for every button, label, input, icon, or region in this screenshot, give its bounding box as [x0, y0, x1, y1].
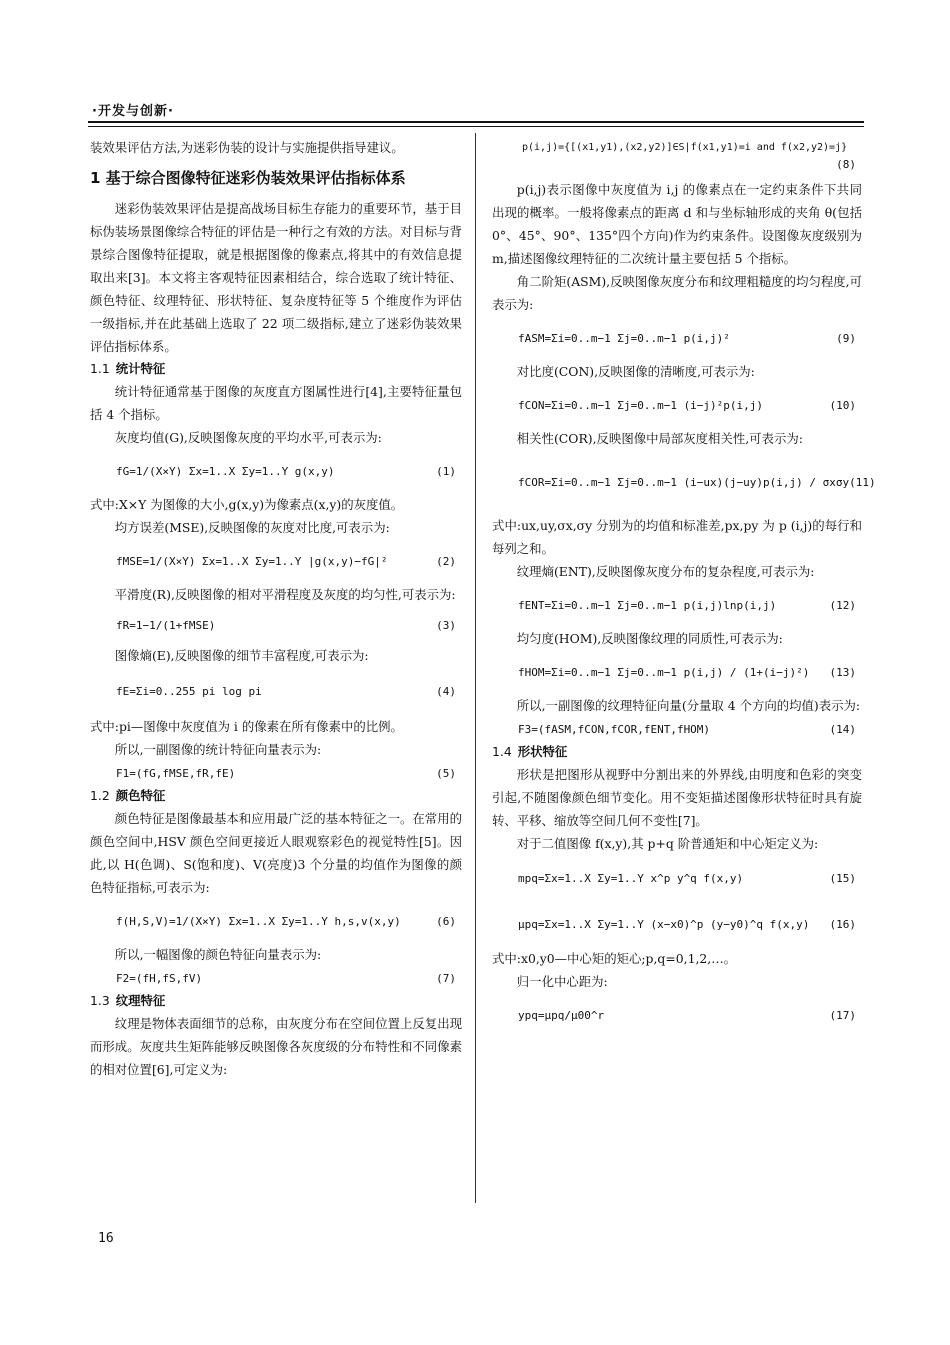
equation: fHOM=Σi=0..m−1 Σj=0..m−1 p(i,j) / (1+(i−j)²) (13): [518, 665, 856, 679]
subsection-heading: 1.3 纹理特征: [90, 993, 166, 1008]
paragraph: 平滑度(R),反映图像的相对平滑程度及灰度的均匀性,可表示为:: [114, 587, 456, 602]
paragraph: 对于二值图像 f(x,y),其 p+q 阶普通矩和中心矩定义为:: [516, 836, 819, 851]
header-rule-thin: [88, 126, 864, 127]
paragraph: 所以,一副图像的纹理特征向量(分量取 4 个方向的均值)表示为:: [516, 698, 861, 713]
header-rule-thick: [88, 121, 864, 123]
paragraph: 纹理是物体表面细节的总称，由灰度分布在空间位置上反复出现而形成。灰度共生矩阵能够反映图像各灰度级的分布特性和不同像素的相对位置[6],可定义为:: [90, 1016, 462, 1077]
paragraph: 归一化中心距为:: [516, 974, 608, 989]
equation: ypq=μpq/μ00^r (17): [518, 1008, 856, 1022]
equation: fCON=Σi=0..m−1 Σj=0..m−1 (i−j)²p(i,j) (10): [518, 398, 856, 412]
paragraph: 式中:x0,y0—中心矩的矩心;p,q=0,1,2,…。: [492, 951, 736, 966]
paragraph: 对比度(CON),反映图像的清晰度,可表示为:: [516, 364, 755, 379]
paragraph: 式中:ux,uy,σx,σy 分别为的均值和标准差,px,py 为 p (i,j)的每行和每列之和。: [492, 518, 862, 556]
equation: fASM=Σi=0..m−1 Σj=0..m−1 p(i,j)² (9): [518, 331, 856, 345]
equation: fE=Σi=0..255 pi log pi (4): [116, 684, 456, 698]
column-divider: [475, 133, 476, 1203]
paragraph: 所以,一幅图像的颜色特征向量表示为:: [114, 947, 322, 962]
right-column: [492, 136, 876, 1037]
paragraph: 角二阶矩(ASM),反映图像灰度分布和纹理粗糙度的均匀程度,可表示为:: [492, 274, 862, 312]
equation: fMSE=1/(X×Y) Σx=1..X Σy=1..Y |g(x,y)−fG|² (2): [116, 554, 456, 568]
running-header: ·开发与创新·: [92, 104, 174, 119]
paragraph: 形状是把图形从视野中分割出来的外界线,由明度和色彩的突变引起,不随图像颜色细节变化。用不变矩描述图像形状特征时具有旋转、平移、缩放等空间几何不变性[7]。: [492, 767, 862, 828]
subsection-heading: 1.2 颜色特征: [90, 788, 166, 803]
equation: fCOR=Σi=0..m−1 Σj=0..m−1 (i−ux)(j−uy)p(i,j) / σxσy (11): [518, 475, 876, 489]
paragraph: 颜色特征是图像最基本和应用最广泛的基本特征之一。在常用的颜色空间中,HSV 颜色空间更接近人眼观察彩色的视觉特性[5]。因此,以 H(色调)、S(饱和度)、V(亮度)3 个分量的均值作为图像的颜色特征指标,可表示为:: [90, 811, 462, 895]
paragraph: 所以,一副图像的统计特征向量表示为:: [114, 742, 322, 757]
equation: f(H,S,V)=1/(X×Y) Σx=1..X Σy=1..Y h,s,v(x,y) (6): [116, 914, 456, 928]
paragraph: 纹理熵(ENT),反映图像灰度分布的复杂程度,可表示为:: [516, 564, 815, 579]
equation: F3=(fASM,fCON,fCOR,fENT,fHOM) (14): [518, 722, 856, 736]
equation: p(i,j)={[(x1,y1),(x2,y2)]∈S|f(x1,y1)=i and f(x2,y2)=j}: [522, 141, 848, 153]
equation: mpq=Σx=1..X Σy=1..Y x^p y^q f(x,y) (15): [518, 871, 856, 885]
page-number: 16: [98, 1231, 114, 1246]
paragraph: 相关性(COR),反映图像中局部灰度相关性,可表示为:: [516, 431, 803, 446]
section-heading: 1 基于综合图像特征迷彩伪装效果评估指标体系: [90, 169, 406, 187]
paragraph: 图像熵(E),反映图像的细节丰富程度,可表示为:: [114, 648, 369, 663]
paragraph: 统计特征通常基于图像的灰度直方图属性进行[4],主要特征量包括 4 个指标。: [90, 384, 462, 422]
subsection-heading: 1.1 统计特征: [90, 361, 166, 376]
paragraph: 式中:X×Y 为图像的大小,g(x,y)为像素点(x,y)的灰度值。: [90, 497, 404, 512]
equation: fENT=Σi=0..m−1 Σj=0..m−1 p(i,j)lnp(i,j) (12): [518, 598, 856, 612]
paragraph: 均方误差(MSE),反映图像的灰度对比度,可表示为:: [114, 520, 390, 535]
equation: μpq=Σx=1..X Σy=1..Y (x−x0)^p (y−y0)^q f(x,y) (16): [518, 917, 856, 931]
equation: fR=1−1/(1+fMSE) (3): [116, 618, 456, 632]
subsection-heading: 1.4 形状特征: [492, 744, 568, 759]
equation: F2=(fH,fS,fV) (7): [116, 971, 456, 985]
equation: fG=1/(X×Y) Σx=1..X Σy=1..Y g(x,y) (1): [116, 464, 456, 478]
equation-number: (8): [836, 158, 856, 171]
paragraph: 装效果评估方法,为迷彩伪装的设计与实施提供指导建议。: [90, 140, 404, 155]
paragraph: 均匀度(HOM),反映图像纹理的同质性,可表示为:: [516, 631, 783, 646]
paragraph: 灰度均值(G),反映图像灰度的平均水平,可表示为:: [114, 430, 382, 445]
paragraph: 迷彩伪装效果评估是提高战场目标生存能力的重要环节，基于目标伪装场景图像综合特征的评估是一种行之有效的方法。对目标与背景综合图像特征提取，就是根据图像的像素点,将其中的有效信息提取出来[3]。本文将主客观特征因素相结合，综合选取了统计特征、颜色特征、纹理特征、形状特征、复杂度特征等 5 个维度作为评估一级指标,并在此基础上选取了 22 项二级指标,建立了迷彩伪装效果评估指标体系。: [90, 201, 462, 354]
paragraph: p(i,j)表示图像中灰度值为 i,j 的像素点在一定约束条件下共同出现的概率。一般将像素点的距离 d 和与坐标轴形成的夹角 θ(包括 0°、45°、90°、135°四个方向)作为约束条件。设图像灰度级别为 m,描述图像纹理特征的二次统计量主要包括 5 个指标。: [492, 182, 862, 266]
left-column: [90, 136, 462, 1081]
paragraph: 式中:pi—图像中灰度值为 i 的像素在所有像素中的比例。: [90, 719, 403, 734]
equation: F1=(fG,fMSE,fR,fE) (5): [116, 766, 456, 780]
